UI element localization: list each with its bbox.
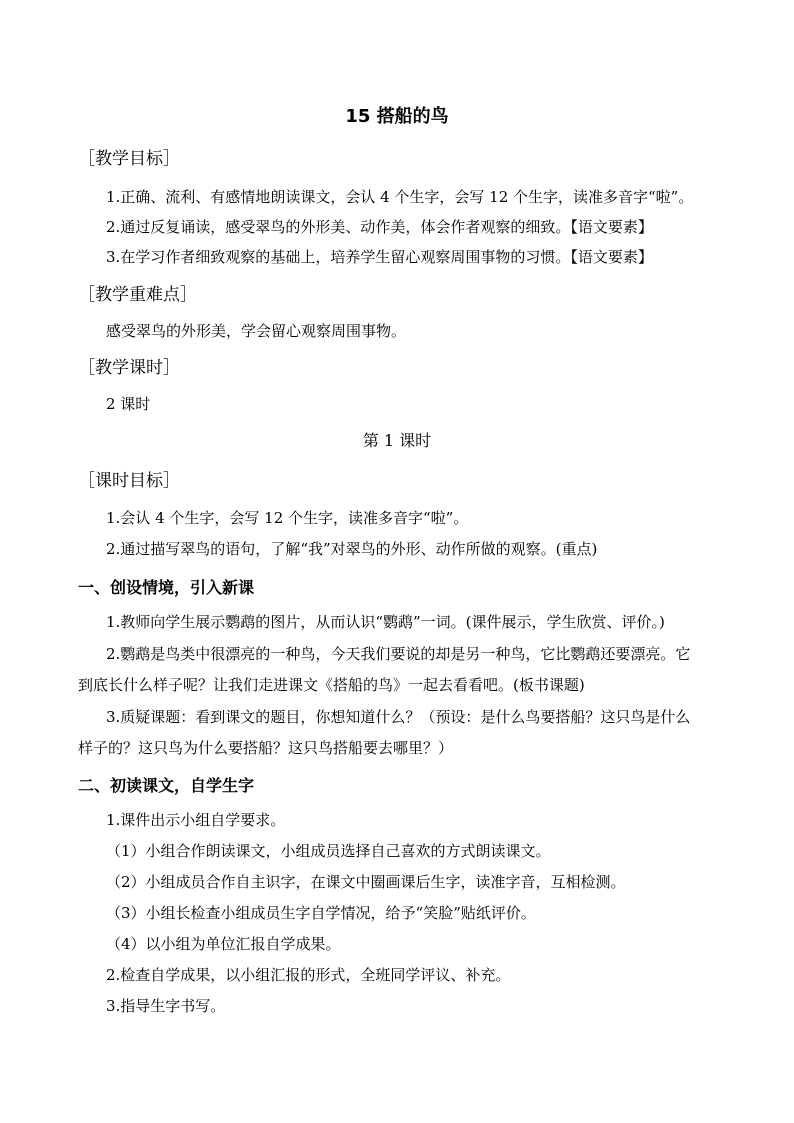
part1-p2-line1: 2.鹦鹉是鸟类中很漂亮的一种鸟，今天我们要说的却是另一种鸟，它比鹦鹉还要漂亮。它 [106,645,691,663]
part1-p3-line1: 3.质疑课题：看到课文的题目，你想知道什么？（预设：是什么鸟要搭船？这只鸟是什么 [106,708,691,726]
keypoints-text: 感受翠鸟的外形美，学会留心观察周围事物。 [106,322,407,340]
lesson-goal-2: 2.通过描写翠鸟的语句，了解“我”对翠鸟的外形、动作所做的观察。(重点) [106,540,598,558]
part1-heading: 一、创设情境，引入新课 [78,578,255,597]
part2-sub-1: （1）小组合作朗读课文，小组成员选择自己喜欢的方式朗读课文。 [106,842,551,860]
part2-sub-2: （2）小组成员合作自主识字，在课文中圈画课后生字，读准字音，互相检测。 [106,873,626,891]
goal-item-1: 1.正确、流利、有感情地朗读课文，会认 4 个生字，会写 12 个生字，读准多音字“啦”。 [106,188,694,206]
part2-sub-4: （4）以小组为单位汇报自学成果。 [106,935,341,953]
goals-heading: ［教学目标］ [78,149,180,169]
hours-heading: ［教学课时］ [78,358,180,378]
lesson1-title: 第 1 课时 [362,431,432,450]
keypoints-heading: ［教学重难点］ [78,285,197,305]
goal-item-3: 3.在学习作者细致观察的基础上，培养学生留心观察周围事物的习惯。【语文要素】 [106,248,653,266]
part2-sub-3: （3）小组长检查小组成员生字自学情况，给予“笑脸”贴纸评价。 [106,904,536,922]
part2-p3: 3.指导生字书写。 [106,997,226,1015]
part2-heading: 二、初读课文，自学生字 [78,776,255,795]
lesson-goal-1: 1.会认 4 个生字，会写 12 个生字，读准多音字“啦”。 [106,509,469,527]
part1-p1: 1.教师向学生展示鹦鹉的图片，从而认识“鹦鹉”一词。(课件展示，学生欣赏、评价。) [106,613,665,631]
part1-p2-line2: 到底长什么样子呢？让我们走进课文《搭船的鸟》一起去看看吧。(板书课题) [78,676,585,694]
part2-p1: 1.课件出示小组自学要求。 [106,811,286,829]
lesson-goals-heading: ［课时目标］ [78,471,180,491]
hours-text: 2 课时 [106,395,151,413]
part1-p3-line2: 样子的？这只鸟为什么要搭船？这只鸟搭船要去哪里？） [78,739,454,757]
page-title: 15 搭船的鸟 [345,106,449,127]
goal-item-2: 2.通过反复诵读，感受翠鸟的外形美、动作美，体会作者观察的细致。【语文要素】 [106,218,653,236]
part2-p2: 2.检查自学成果，以小组汇报的形式，全班同学评议、补充。 [106,966,511,984]
